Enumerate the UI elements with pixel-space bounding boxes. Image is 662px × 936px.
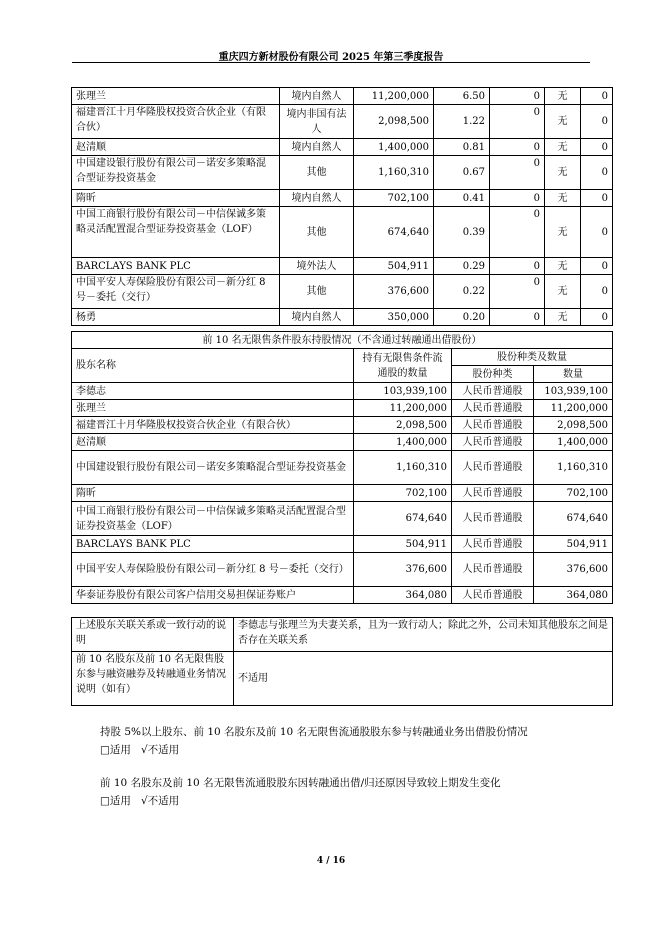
shareholder-nature: 境外法人 (280, 258, 354, 275)
table-row (72, 553, 613, 587)
share-quantity: 364,080 (534, 587, 613, 604)
holding-ratio: 0.81 (434, 139, 490, 156)
shareholder-nature: 境内自然人 (280, 309, 354, 326)
shares-held: 702,100 (354, 190, 434, 207)
unrestricted-shares: 376,600 (354, 553, 452, 587)
shareholder-nature: 境内自然人 (280, 88, 354, 105)
table-row (72, 156, 613, 190)
shareholder-name: 赵清顺 (72, 434, 354, 451)
table-row (72, 309, 613, 326)
restricted-shares: 0 (490, 88, 545, 105)
shareholder-name: 中国建设银行股份有限公司－诺安多策略混合型证券投资基金 (72, 156, 280, 190)
col-header-shareholder-name: 股东名称 (72, 349, 354, 383)
lending-options (100, 742, 179, 757)
shareholder-nature: 境内自然人 (280, 190, 354, 207)
pledge-quantity: 0 (581, 190, 613, 207)
shareholder-name: 中国平安人寿保险股份有限公司－新分红 8 号－委托（交行） (72, 553, 354, 587)
restricted-shares: 0 (490, 309, 545, 326)
shareholder-name: 福建晋江十月华隆股权投资合伙企业（有限合伙） (72, 417, 354, 434)
share-class: 人民币普通股 (452, 451, 534, 485)
table-row (72, 88, 613, 105)
shareholder-name: 杨勇 (72, 309, 280, 326)
restricted-shares: 0 (490, 105, 545, 139)
table-row (72, 502, 613, 536)
table-row (72, 139, 613, 156)
shareholder-nature: 其他 (280, 156, 354, 190)
restricted-shares: 0 (490, 190, 545, 207)
holding-ratio: 0.29 (434, 258, 490, 275)
share-quantity: 11,200,000 (534, 400, 613, 417)
table-row (72, 451, 613, 485)
table-row (72, 400, 613, 417)
shareholder-name: 中国工商银行股份有限公司－中信保诚多策略灵活配置混合型证券投资基金（LOF） (72, 502, 354, 536)
share-class: 人民币普通股 (452, 417, 534, 434)
shareholder-name: 中国建设银行股份有限公司－诺安多策略混合型证券投资基金 (72, 451, 354, 485)
shareholder-nature: 境内非国有法人 (280, 105, 354, 139)
table-row (72, 190, 613, 207)
shareholder-nature: 境内自然人 (280, 139, 354, 156)
share-class: 人民币普通股 (452, 434, 534, 451)
pledge-quantity: 0 (581, 207, 613, 258)
pledge-quantity: 0 (581, 139, 613, 156)
holding-ratio: 6.50 (434, 88, 490, 105)
share-quantity: 1,400,000 (534, 434, 613, 451)
change-options (100, 793, 179, 808)
shares-held: 1,400,000 (354, 139, 434, 156)
unrestricted-shares: 674,640 (354, 502, 452, 536)
table-row (72, 258, 613, 275)
col-header-share-class: 股份种类 (452, 366, 534, 383)
unrestricted-shares: 103,939,100 (354, 383, 452, 400)
table-row (72, 207, 613, 258)
pledge-status: 无 (545, 156, 581, 190)
pledge-quantity: 0 (581, 88, 613, 105)
unrestricted-shares: 2,098,500 (354, 417, 452, 434)
share-class: 人民币普通股 (452, 485, 534, 502)
share-class: 人民币普通股 (452, 553, 534, 587)
table-row (72, 536, 613, 553)
shares-held: 376,600 (354, 275, 434, 309)
holding-ratio: 0.22 (434, 275, 490, 309)
unrestricted-section-title: 前 10 名无限售条件股东持股情况（不含通过转融通出借股份） (72, 332, 613, 349)
top10-shareholders-table (71, 87, 613, 326)
pledge-status: 无 (545, 88, 581, 105)
relations-value: 李德志与张理兰为夫妻关系，且为一致行动人；除此之外，公司未知其他股东之间是否存在关联关系 (234, 618, 613, 652)
unrestricted-shareholders-table (71, 331, 613, 604)
holding-ratio: 0.20 (434, 309, 490, 326)
table-row (72, 485, 613, 502)
restricted-shares: 0 (490, 275, 545, 309)
shareholder-notes-table (71, 617, 613, 706)
unrestricted-shareholders-body (72, 332, 613, 604)
lending-note: 持股 5%以上股东、前 10 名股东及前 10 名无限售流通股股东参与转融通业务出借股份情况 (100, 726, 528, 738)
pledge-status: 无 (545, 275, 581, 309)
pledge-status: 无 (545, 258, 581, 275)
shareholder-name: 中国平安人寿保险股份有限公司－新分红 8 号－委托（交行） (72, 275, 280, 309)
top10-shareholders-body (72, 88, 613, 326)
shares-held: 674,640 (354, 207, 434, 258)
shareholder-name: 中国工商银行股份有限公司－中信保诚多策略灵活配置混合型证券投资基金（LOF） (72, 207, 280, 258)
shares-held: 504,911 (354, 258, 434, 275)
margin-value: 不适用 (234, 652, 613, 706)
shareholder-name: 华泰证券股份有限公司客户信用交易担保证券账户 (72, 587, 354, 604)
unrestricted-shares: 364,080 (354, 587, 452, 604)
lending-not-applicable-checkbox[interactable]: √不适用 (140, 744, 180, 756)
shareholder-name: 李德志 (72, 383, 354, 400)
restricted-shares: 0 (490, 207, 545, 258)
shareholder-name: 福建晋江十月华隆股权投资合伙企业（有限合伙） (72, 105, 280, 139)
unrestricted-shares: 504,911 (354, 536, 452, 553)
holding-ratio: 0.67 (434, 156, 490, 190)
shares-held: 11,200,000 (354, 88, 434, 105)
shares-held: 2,098,500 (354, 105, 434, 139)
holding-ratio: 0.41 (434, 190, 490, 207)
page-header-title: 重庆四方新材股份有限公司 2025 年第三季度报告 (218, 52, 444, 63)
share-quantity: 103,939,100 (534, 383, 613, 400)
table-row (72, 417, 613, 434)
shareholder-name: 张理兰 (72, 88, 280, 105)
share-quantity: 2,098,500 (534, 417, 613, 434)
shareholder-name: BARCLAYS BANK PLC (72, 258, 280, 275)
share-class: 人民币普通股 (452, 400, 534, 417)
pledge-status: 无 (545, 105, 581, 139)
pledge-status: 无 (545, 309, 581, 326)
share-class: 人民币普通股 (452, 383, 534, 400)
share-class: 人民币普通股 (452, 536, 534, 553)
shareholder-name: 赵清顺 (72, 139, 280, 156)
shares-held: 1,160,310 (354, 156, 434, 190)
holding-ratio: 0.39 (434, 207, 490, 258)
relations-label: 上述股东关联关系或一致行动的说明 (72, 618, 234, 652)
unrestricted-shares: 1,160,310 (354, 451, 452, 485)
unrestricted-shares: 1,400,000 (354, 434, 452, 451)
shareholder-name: 隋昕 (72, 190, 280, 207)
table-row (72, 383, 613, 400)
margin-label: 前 10 名股东及前 10 名无限售股东参与融资融券及转融通业务情况说明（如有） (72, 652, 234, 706)
lending-applicable-checkbox[interactable]: □适用 (100, 744, 131, 756)
pledge-quantity: 0 (581, 275, 613, 309)
pledge-quantity: 0 (581, 156, 613, 190)
col-header-quantity: 数量 (534, 366, 613, 383)
shares-held: 350,000 (354, 309, 434, 326)
table-row (72, 105, 613, 139)
pledge-quantity: 0 (581, 258, 613, 275)
change-applicable-checkbox[interactable]: □适用 (100, 795, 131, 807)
shareholder-name: 隋昕 (72, 485, 354, 502)
shareholder-name: 张理兰 (72, 400, 354, 417)
table-row (72, 275, 613, 309)
shareholder-name: BARCLAYS BANK PLC (72, 536, 354, 553)
change-note: 前 10 名股东及前 10 名无限售流通股股东因转融通出借/归还原因导致较上期发生变化 (100, 777, 501, 789)
pledge-status: 无 (545, 190, 581, 207)
share-quantity: 702,100 (534, 485, 613, 502)
share-class: 人民币普通股 (452, 502, 534, 536)
table-row (72, 587, 613, 604)
holding-ratio: 1.22 (434, 105, 490, 139)
col-header-share-class-group: 股份种类及数量 (452, 349, 613, 366)
shareholder-nature: 其他 (280, 275, 354, 309)
unrestricted-shares: 702,100 (354, 485, 452, 502)
header-divider (72, 62, 590, 63)
shareholder-nature: 其他 (280, 207, 354, 258)
pledge-quantity: 0 (581, 309, 613, 326)
restricted-shares: 0 (490, 139, 545, 156)
share-quantity: 674,640 (534, 502, 613, 536)
pledge-status: 无 (545, 207, 581, 258)
share-class: 人民币普通股 (452, 587, 534, 604)
restricted-shares: 0 (490, 156, 545, 190)
col-header-unrestricted-shares: 持有无限售条件流通股的数量 (354, 349, 452, 383)
table-row (72, 434, 613, 451)
share-quantity: 1,160,310 (534, 451, 613, 485)
pledge-quantity: 0 (581, 105, 613, 139)
change-not-applicable-checkbox[interactable]: √不适用 (140, 795, 180, 807)
unrestricted-shares: 11,200,000 (354, 400, 452, 417)
page-number: 4 / 16 (316, 856, 346, 866)
restricted-shares: 0 (490, 258, 545, 275)
pledge-status: 无 (545, 139, 581, 156)
share-quantity: 376,600 (534, 553, 613, 587)
share-quantity: 504,911 (534, 536, 613, 553)
